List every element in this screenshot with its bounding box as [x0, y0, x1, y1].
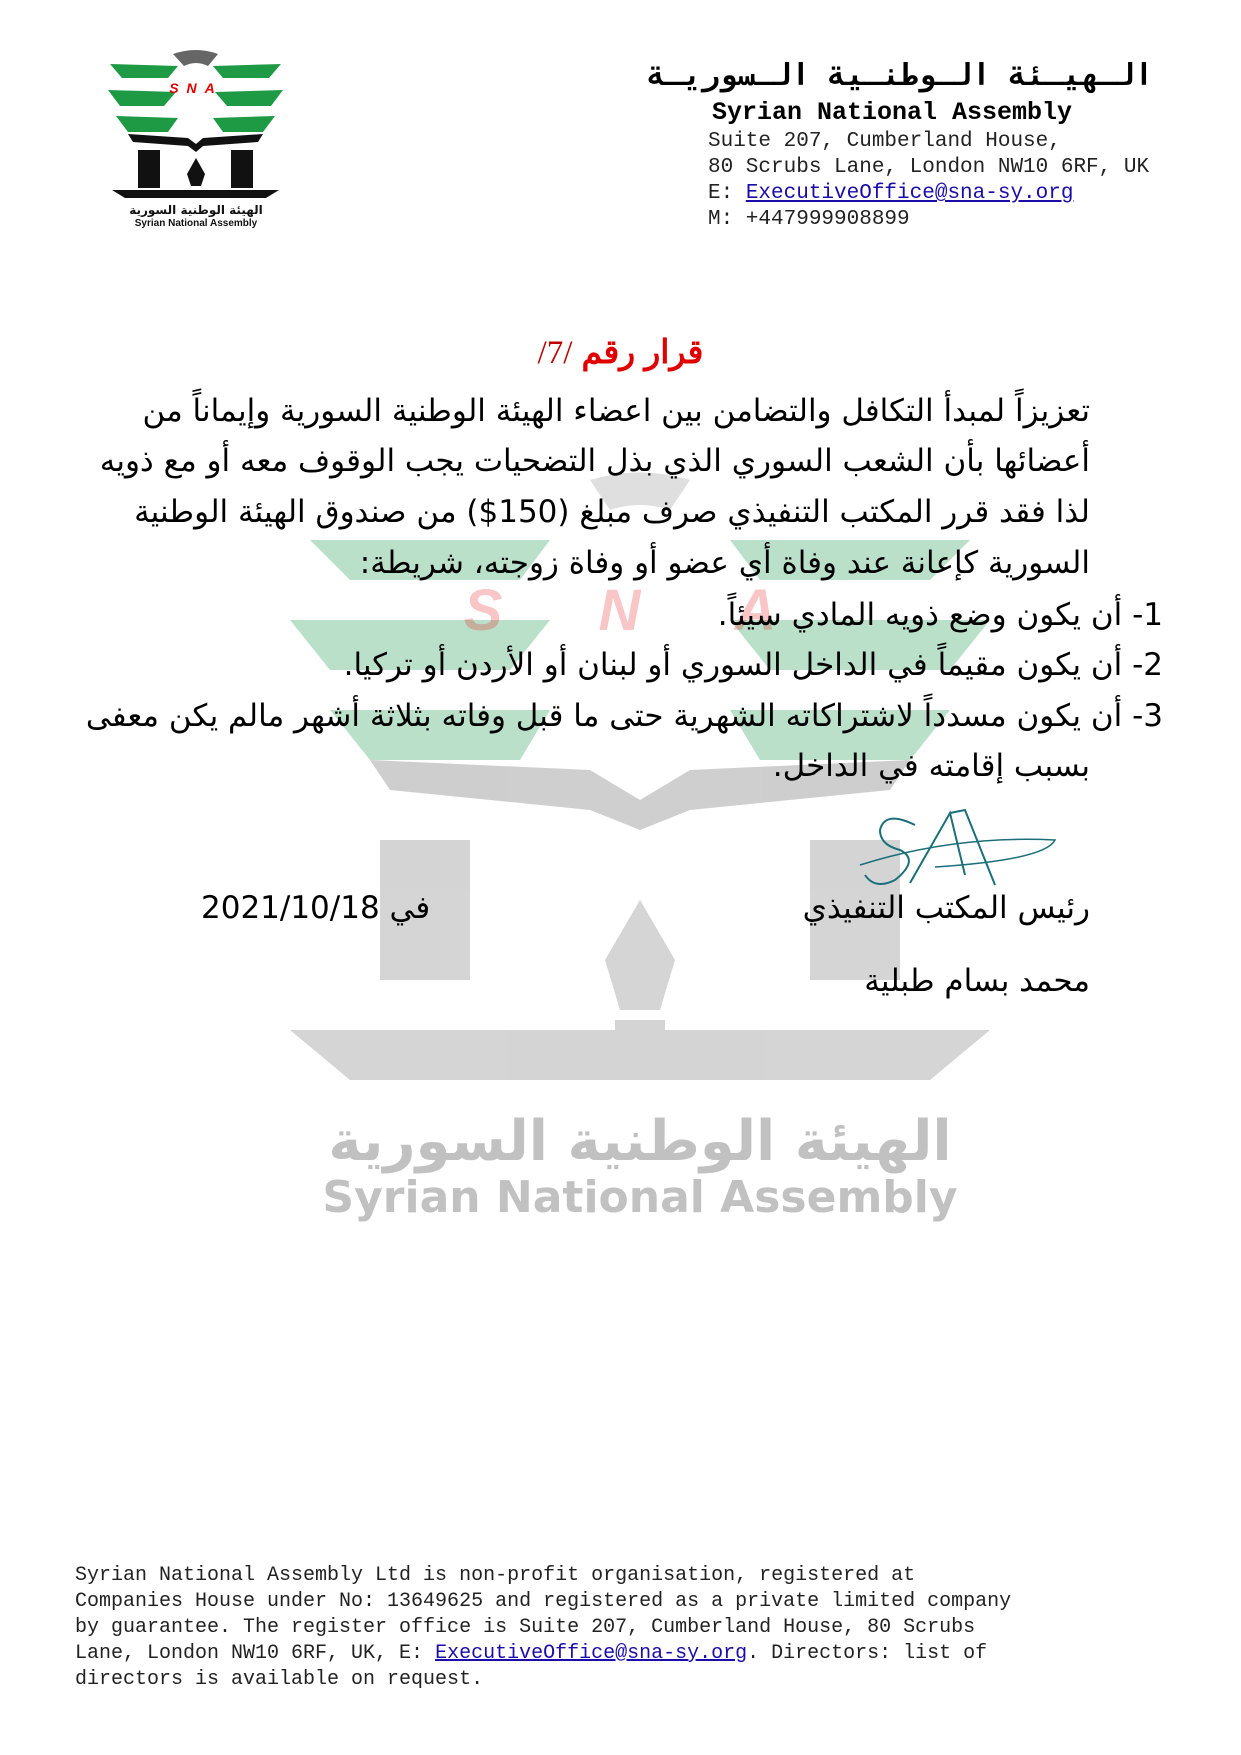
- address-line-2: 80 Scrubs Lane, London NW10 6RF, UK: [708, 156, 1150, 179]
- sna-logo: [108, 48, 283, 228]
- condition-item: 2- أن يكون مقيماً في الداخل السوري أو لبنان أو الأردن أو تركيا.: [343, 647, 1163, 683]
- logo-letters: SNA: [169, 80, 223, 96]
- decision-title: [0, 332, 1241, 372]
- watermark-text-ar: الهيئة الوطنية السورية: [328, 1109, 952, 1174]
- decision-number: /7/: [537, 335, 573, 371]
- paragraph-line: أعضائها بأن الشعب السوري الذي بذل التضحيات يجب الوقوف معه أو مع ذويه: [99, 443, 1090, 479]
- email-line: [708, 181, 1073, 207]
- email-label: E:: [708, 182, 746, 205]
- logo-caption-ar: الهيئة الوطنية السورية: [129, 203, 263, 217]
- signatory-name: محمد بسام طبلية: [864, 963, 1090, 999]
- footer-text-end: . Directors: list of directors is available on request.: [75, 1642, 988, 1691]
- watermark-letters: S N A: [463, 578, 817, 643]
- paragraph-line: السورية كإعانة عند وفاة أي عضو أو وفاة زوجته، شريطة:: [359, 545, 1090, 581]
- paragraph-line: لذا فقد قرر المكتب التنفيذي صرف مبلغ (150$) من صندوق الهيئة الوطنية: [134, 494, 1090, 530]
- footer-text: Syrian National Assembly Ltd is non-profit organisation, registered at Companies House under No: 13649625 and registered as a private limited company by guarantee. The register office is Suite 207, Cumberland House, 80 Scrubs Lane, London NW10 6RF, UK, E:: [75, 1564, 1012, 1665]
- email-link[interactable]: ExecutiveOffice@sna-sy.org: [745, 182, 1074, 205]
- condition-item: 1- أن يكون وضع ذويه المادي سيئاً.: [717, 597, 1163, 633]
- watermark-text-en: Syrian National Assembly: [322, 1172, 958, 1223]
- org-name-arabic: الـهيـئة الـوطنـية الـسوريـة: [647, 58, 1153, 93]
- decision-title-label: قرار رقم: [581, 333, 704, 370]
- condition-item: 3- أن يكون مسدداً لاشتراكاته الشهرية حتى ما قبل وفاته بثلاثة أشهر مالم يكن معفى: [85, 698, 1163, 734]
- footer-legal-notice: [75, 1563, 1011, 1693]
- org-name-english: Syrian National Assembly: [712, 98, 1073, 127]
- paragraph-line: تعزيزاً لمبدأ التكافل والتضامن بين اعضاء الهيئة الوطنية السورية وإيماناً من: [142, 393, 1090, 429]
- signatory-role: رئيس المكتب التنفيذي: [802, 890, 1090, 926]
- footer-email-link[interactable]: ExecutiveOffice@sna-sy.org: [435, 1642, 748, 1665]
- mobile-line: M: +447999908899: [708, 208, 910, 231]
- logo-caption-en: Syrian National Assembly: [134, 218, 258, 228]
- address-line-1: Suite 207, Cumberland House,: [708, 130, 1061, 153]
- decision-date: في 2021/10/18: [201, 890, 431, 926]
- handwritten-signature: [855, 805, 1060, 895]
- condition-item: بسبب إقامته في الداخل.: [772, 748, 1090, 784]
